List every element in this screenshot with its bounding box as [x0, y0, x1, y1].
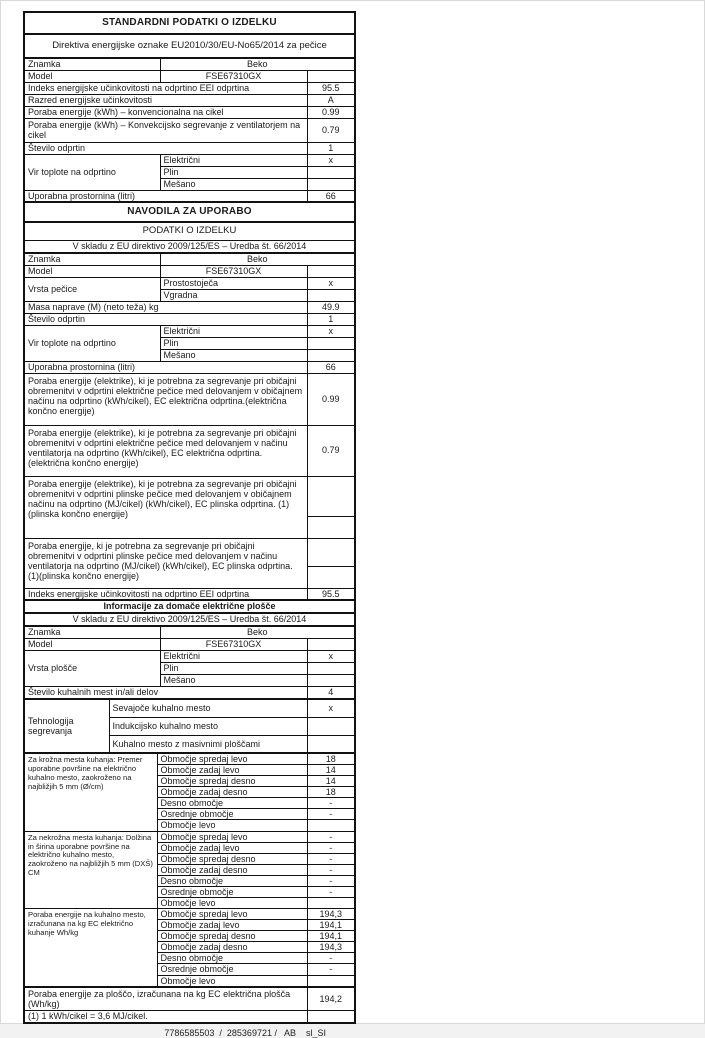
hob-type-label: Vrsta plošče [24, 650, 160, 686]
table-row [24, 142, 355, 154]
directive-text: V skladu z EU direktivo 2009/125/ES – Uredba št. 66/2014 [24, 240, 355, 253]
zone-value: - [307, 853, 355, 864]
energy-value [307, 538, 355, 566]
table-row [24, 202, 355, 222]
hob-total-value: 194,2 [307, 987, 355, 1011]
table-row [24, 1011, 355, 1023]
table-row [24, 626, 355, 638]
empty-cell [307, 516, 355, 538]
table-row [24, 70, 355, 82]
energy-paragraph: Poraba energije (elektrike), ki je potrebna za segrevanje pri običajni obremenitvi v odprtini električne pečice med delovanjem v običajnem načinu na odprtino (kWh/cikel), EC električna odprtina.(električna končno energije) [24, 373, 307, 425]
brand-value: Beko [160, 58, 355, 70]
zone-label: Območje spredaj levo [157, 753, 307, 765]
zone-label: Območje zadaj levo [157, 920, 307, 931]
table-row [24, 476, 355, 516]
hob-type-option: Plin [160, 662, 307, 674]
table-row [24, 831, 355, 842]
zone-value: 14 [307, 765, 355, 776]
zone-label: Območje zadaj desno [157, 787, 307, 798]
zone-label: Desno območje [157, 875, 307, 886]
checkbox-mark: x [307, 277, 355, 289]
hob-total-table [23, 986, 356, 1024]
table-row [24, 638, 355, 650]
table-row [24, 253, 355, 265]
heat-option-label: Plin [160, 166, 307, 178]
table-row [24, 538, 355, 566]
cavities-label: Število odprtin [24, 142, 307, 154]
eei-value: 95.5 [307, 588, 355, 600]
table-row [24, 361, 355, 373]
checkbox-mark: x [307, 650, 355, 662]
product-fiche [23, 11, 354, 1038]
zone-label: Območje levo [157, 898, 307, 909]
document-number: 7786585503 / 285369721 / AB sl_SI [164, 1027, 326, 1038]
section-title: STANDARDNI PODATKI O IZDELKU [24, 12, 355, 34]
manual-header-table [23, 201, 356, 254]
zone-value: - [307, 864, 355, 875]
zone-group-label: Za nekrožna mesta kuhanja: Dolžina in širina uporabne površine na električno kuhalno mesto, zaokroženo na najbližjih 5 mm (DXŠ) CM [24, 831, 157, 909]
zone-group-label: Poraba energije na kuhalno mesto, izračunana na kg EC električno kuhanje Wh/kg [24, 909, 157, 987]
model-value: FSE67310GX [160, 638, 307, 650]
hob-total-label: Poraba energije za ploščo, izračunana na kg EC električna plošča (Wh/kg) [24, 987, 307, 1011]
zone-value: - [307, 964, 355, 975]
energy-value: 0.79 [307, 425, 355, 476]
mass-label: Masa naprave (M) (neto teža) kg [24, 301, 307, 313]
table-row [24, 301, 355, 313]
zone-value: - [307, 886, 355, 897]
brand-value: Beko [160, 626, 355, 638]
zone-group-label: Za krožna mesta kuhanja: Premer uporabne površine na električno kuhalno mesto, zaokroženo na najbližjih 5 mm (Ø/cm) [24, 753, 157, 831]
zone-value: 194,3 [307, 909, 355, 920]
oven-type-option: Prostostoječa [160, 277, 307, 289]
zone-value: - [307, 953, 355, 964]
heat-source-label: Vir toplote na odprtino [24, 325, 160, 361]
zone-value: 18 [307, 753, 355, 765]
checkbox-mark [307, 735, 355, 753]
zone-value: - [307, 875, 355, 886]
zone-value: 14 [307, 776, 355, 787]
table-row [24, 58, 355, 70]
table-row [24, 753, 355, 765]
technology-label: Tehnologija segrevanja [24, 699, 109, 753]
checkbox-mark [307, 289, 355, 301]
checkbox-mark: x [307, 699, 355, 717]
checkbox-mark [307, 674, 355, 686]
table-row [24, 425, 355, 476]
zone-label: Območje spredaj desno [157, 776, 307, 787]
checkbox-mark [307, 717, 355, 735]
zone-value [307, 820, 355, 831]
energy-value: 0.99 [307, 373, 355, 425]
zone-value: - [307, 831, 355, 842]
model-value: FSE67310GX [160, 70, 307, 82]
hob-title: Informacije za domače električne plošče [24, 600, 355, 613]
table-row [24, 987, 355, 1011]
empty-cell [307, 265, 355, 277]
hob-header-table [23, 599, 356, 627]
table-row [24, 94, 355, 106]
fan-energy-value: 0.79 [307, 118, 355, 142]
eei-value: 95.5 [307, 82, 355, 94]
heat-option-label: Električni [160, 154, 307, 166]
zone-value: 194,3 [307, 942, 355, 953]
empty-cell [307, 70, 355, 82]
volume-label: Uporabna prostornina (litri) [24, 190, 307, 202]
energy-class-label: Razred energijske učinkovitosti [24, 94, 307, 106]
brand-label: Znamka [24, 58, 160, 70]
checkbox-mark [307, 662, 355, 674]
technology-option: Indukcijsko kuhalno mesto [109, 717, 307, 735]
footnote: (1) 1 kWh/cikel = 3,6 MJ/cikel. [24, 1011, 307, 1023]
checkbox-mark [307, 178, 355, 190]
zone-label: Območje zadaj levo [157, 842, 307, 853]
table-row [24, 613, 355, 626]
model-label: Model [24, 265, 160, 277]
checkbox-mark [307, 349, 355, 361]
energy-paragraph: Poraba energije (elektrike), ki je potrebna za segrevanje pri običajni obremenitvi v odprtini električne pečice med delovanjem v načinu ventilatorja na odprtino (kWh/cikel), EC električna odprtina.(električna končno energije) [24, 425, 307, 476]
cavities-value: 1 [307, 142, 355, 154]
zone-value: - [307, 842, 355, 853]
zone-value: 18 [307, 787, 355, 798]
hob-type-option: Električni [160, 650, 307, 662]
heat-source-label: Vir toplote na odprtino [24, 154, 160, 190]
cavities-value: 1 [307, 313, 355, 325]
hob-type-option: Mešano [160, 674, 307, 686]
zones-count-label: Število kuhalnih mest in/ali delov [24, 686, 307, 699]
table-row [24, 699, 355, 717]
brand-label: Znamka [24, 626, 160, 638]
conv-energy-label: Poraba energije (kWh) – konvencionalna na cikel [24, 106, 307, 118]
table-row [24, 650, 355, 662]
zones-count-value: 4 [307, 686, 355, 699]
brand-value: Beko [160, 253, 355, 265]
checkbox-mark: x [307, 154, 355, 166]
cavities-label: Število odprtin [24, 313, 307, 325]
table-row [24, 373, 355, 425]
directive-text: Direktiva energijske oznake EU2010/30/EU-No65/2014 za pečice [24, 34, 355, 58]
model-label: Model [24, 638, 160, 650]
zone-value: - [307, 809, 355, 820]
technology-option: Kuhalno mesto z masivnimi ploščami [109, 735, 307, 753]
cooking-zones-table [23, 752, 356, 988]
table-row [24, 277, 355, 289]
checkbox-mark: x [307, 325, 355, 337]
zone-label: Osrednje območje [157, 809, 307, 820]
fan-energy-label: Poraba energije (kWh) – Konvekcijsko segrevanje z ventilatorjem na cikel [24, 118, 307, 142]
technology-option: Sevajoče kuhalno mesto [109, 699, 307, 717]
table-row [24, 118, 355, 142]
table-row [24, 12, 355, 34]
oven-data-table [23, 252, 356, 601]
checkbox-mark [307, 166, 355, 178]
energy-paragraph: Poraba energije (elektrike), ki je potrebna za segrevanje pri običajni obremenitvi v odprtini plinske pečice med delovanjem v običajnem načinu na odprtino (MJ/cikel) (kWh/cikel), EC plinska odprtina. (1)(plinska končno energije) [24, 476, 307, 538]
heating-technology-table [23, 698, 356, 754]
table-row [24, 106, 355, 118]
oven-type-label: Vrsta pečice [24, 277, 160, 301]
standard-data-table [23, 11, 356, 203]
mass-value: 49.9 [307, 301, 355, 313]
table-row [24, 265, 355, 277]
heat-option-label: Mešano [160, 178, 307, 190]
zone-value: 194,1 [307, 920, 355, 931]
zone-label: Osrednje območje [157, 964, 307, 975]
volume-value: 66 [307, 361, 355, 373]
table-row [24, 240, 355, 253]
volume-value: 66 [307, 190, 355, 202]
zone-value [307, 898, 355, 909]
model-value: FSE67310GX [160, 265, 307, 277]
zone-value: - [307, 798, 355, 809]
zone-label: Območje spredaj levo [157, 831, 307, 842]
eei-label: Indeks energijske učinkovitosti na odprtino EEI odprtina [24, 82, 307, 94]
table-row [24, 82, 355, 94]
zone-label: Območje zadaj desno [157, 864, 307, 875]
table-row [24, 909, 355, 920]
zone-label: Območje levo [157, 820, 307, 831]
oven-type-option: Vgradna [160, 289, 307, 301]
zone-value: 194,1 [307, 931, 355, 942]
zone-label: Območje spredaj levo [157, 909, 307, 920]
heat-option-label: Plin [160, 337, 307, 349]
empty-cell [307, 638, 355, 650]
energy-paragraph: Poraba energije, ki je potrebna za segrevanje pri običajni obremenitvi v odprtini plinske pečice med delovanjem v načinu ventilatorja na odprtino (MJ/cikel) (kWh/cikel), EC plinska odprtina. (1)(plinska končno energije) [24, 538, 307, 588]
table-row [24, 600, 355, 613]
directive-text: V skladu z EU direktivo 2009/125/ES – Uredba št. 66/2014 [24, 613, 355, 626]
volume-label: Uporabna prostornina (litri) [24, 361, 307, 373]
model-label: Model [24, 70, 160, 82]
manual-title: NAVODILA ZA UPORABO [24, 202, 355, 222]
zone-label: Desno območje [157, 953, 307, 964]
heat-option-label: Električni [160, 325, 307, 337]
empty-cell [307, 566, 355, 588]
zone-label: Območje zadaj desno [157, 942, 307, 953]
energy-class-value: A [307, 94, 355, 106]
table-row [24, 154, 355, 166]
hob-data-table [23, 625, 356, 700]
zone-label: Območje spredaj desno [157, 931, 307, 942]
manual-subtitle: PODATKI O IZDELKU [24, 222, 355, 240]
checkbox-mark [307, 337, 355, 349]
zone-label: Osrednje območje [157, 886, 307, 897]
energy-value [307, 476, 355, 516]
table-row [24, 34, 355, 58]
empty-cell [307, 1011, 355, 1023]
conv-energy-value: 0.99 [307, 106, 355, 118]
table-row [24, 222, 355, 240]
eei-label: Indeks energijske učinkovitosti na odprtino EEI odprtina [24, 588, 307, 600]
zone-label: Območje zadaj levo [157, 765, 307, 776]
heat-option-label: Mešano [160, 349, 307, 361]
zone-label: Območje levo [157, 975, 307, 987]
brand-label: Znamka [24, 253, 160, 265]
table-row [24, 313, 355, 325]
table-row [24, 325, 355, 337]
zone-label: Desno območje [157, 798, 307, 809]
zone-label: Območje spredaj desno [157, 853, 307, 864]
